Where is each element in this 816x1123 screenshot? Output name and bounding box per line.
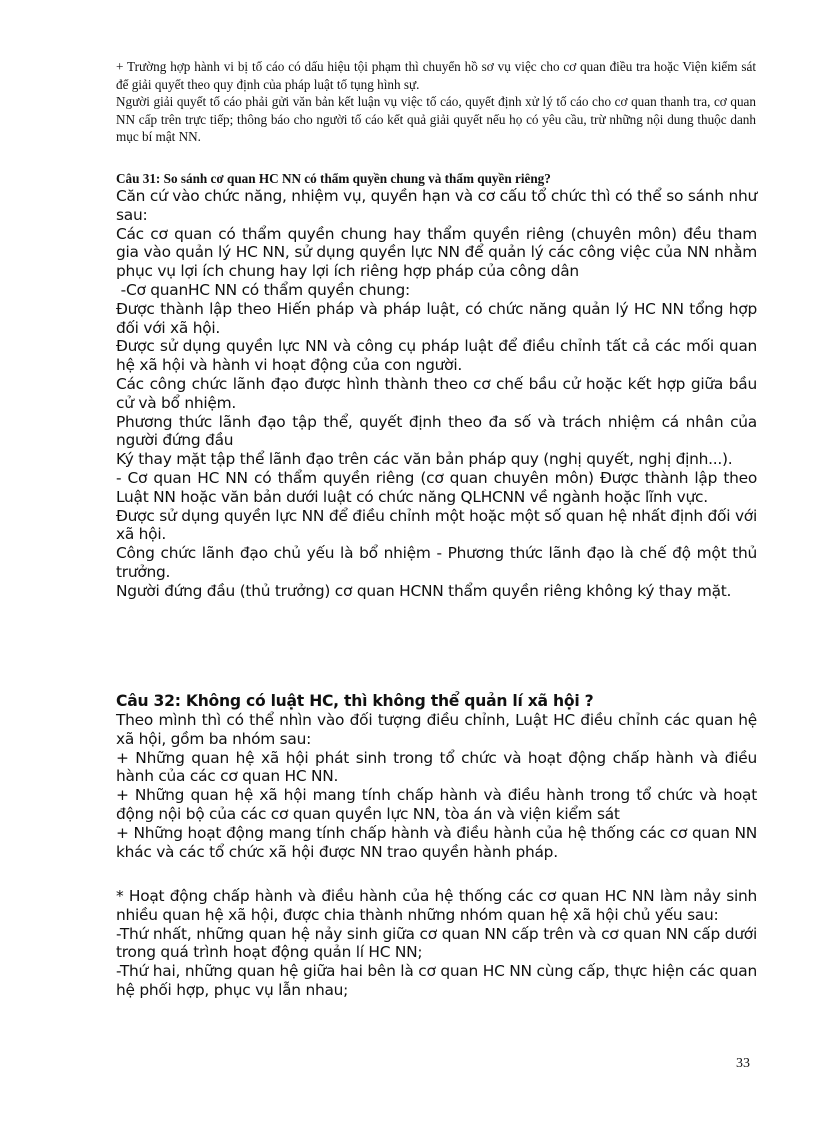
paragraph: Các cơ quan có thẩm quyền chung hay thẩm quyền riêng (chuyên môn) đều tham gia vào quản lý HC NN, sử dụng quyền lực NN để quản lý các công việc của NN nhằm phục vụ lợi ích chung hay lợi ích riêng hợp pháp của công dân: [116, 224, 757, 281]
paragraph: Được thành lập theo Hiến pháp và pháp luật, có chức năng quản lý HC NN tổng hợp đối với xã hội.: [116, 299, 757, 337]
question-31-heading: Câu 31: So sánh cơ quan HC NN có thẩm quyền chung và thẩm quyền riêng?: [116, 171, 551, 186]
paragraph: Ký thay mặt tập thể lãnh đạo trên các văn bản pháp quy (nghị quyết, nghị định...).: [116, 450, 733, 469]
question-31-body: [116, 187, 757, 601]
paragraph: Căn cứ vào chức năng, nhiệm vụ, quyền hạn và cơ cấu tổ chức thì có thể so sánh như sau:: [116, 187, 757, 224]
paragraph: Người giải quyết tố cáo phải gửi văn bản kết luận vụ việc tố cáo, quyết định xử lý tố cáo cho cơ quan thanh tra, cơ quan NN cấp trên trực tiếp; thông báo cho người tố cáo kết quả giải quyết nếu họ có yêu cầu, trừ những nội dung thuộc danh mục bí mật NN.: [116, 94, 756, 144]
paragraph: + Những quan hệ xã hội mang tính chấp hành và điều hành trong tổ chức và hoạt động nội bộ của các cơ quan quyền lực NN, tòa án và viện kiểm sát: [116, 786, 757, 823]
paragraph: -Thứ nhất, những quan hệ nảy sinh giữa cơ quan NN cấp trên và cơ quan NN cấp dưới trong quá trình hoạt động quản lí HC NN;: [116, 924, 757, 962]
question-32-heading: Câu 32: Không có luật HC, thì không thể quản lí xã hội ?: [116, 692, 594, 710]
paragraph: + Những quan hệ xã hội phát sinh trong tổ chức và hoạt động chấp hành và điều hành của các cơ quan HC NN.: [116, 748, 757, 786]
paragraph: Người đứng đầu (thủ trưởng) cơ quan HCNN thẩm quyền riêng không ký thay mặt.: [116, 581, 732, 600]
top-text-block: [116, 58, 756, 146]
page-number: 33: [736, 1056, 750, 1071]
paragraph: Phương thức lãnh đạo tập thể, quyết định theo đa số và trách nhiệm cá nhân của người đứng đầu: [116, 412, 757, 450]
question-32-body-a: [116, 711, 757, 861]
paragraph: Được sử dụng quyền lực NN để điều chỉnh một hoặc một số quan hệ nhất định đối với xã hội.: [116, 506, 757, 544]
paragraph: Các công chức lãnh đạo được hình thành theo cơ chế bầu cử hoặc kết hợp giữa bầu cử và bổ nhiệm.: [116, 374, 757, 412]
paragraph: -Thứ hai, những quan hệ giữa hai bên là cơ quan HC NN cùng cấp, thực hiện các quan hệ phối hợp, phục vụ lẫn nhau;: [116, 962, 757, 999]
paragraph: Công chức lãnh đạo chủ yếu là bổ nhiệm - Phương thức lãnh đạo là chế độ một thủ trưởng.: [116, 544, 757, 581]
paragraph: - Cơ quan HC NN có thẩm quyền riêng (cơ quan chuyên môn) Được thành lập theo Luật NN hoặc văn bản dưới luật có chức năng QLHCNN về ngành hoặc lĩnh vực.: [116, 468, 757, 506]
paragraph: -Cơ quanHC NN có thẩm quyền chung:: [116, 280, 410, 299]
paragraph: + Những hoạt động mang tính chấp hành và điều hành của hệ thống các cơ quan NN khác và các tổ chức xã hội được NN trao quyền hành pháp.: [116, 823, 757, 861]
question-32-body-b: [116, 887, 757, 1000]
paragraph: Được sử dụng quyền lực NN và công cụ pháp luật để điều chỉnh tất cả các mối quan hệ xã hội và hành vi hoạt động của con người.: [116, 337, 757, 375]
paragraph: Theo mình thì có thể nhìn vào đối tượng điều chỉnh, Luật HC điều chỉnh các quan hệ xã hội, gồm ba nhóm sau:: [116, 711, 757, 748]
paragraph: + Trường hợp hành vi bị tố cáo có dấu hiệu tội phạm thì chuyển hồ sơ vụ việc cho cơ quan điều tra hoặc Viện kiểm sát để giải quyết theo quy định của pháp luật tố tụng hình sự.: [116, 59, 756, 92]
paragraph: * Hoạt động chấp hành và điều hành của hệ thống các cơ quan HC NN làm nảy sinh nhiều quan hệ xã hội, được chia thành những nhóm quan hệ xã hội chủ yếu sau:: [116, 887, 757, 924]
